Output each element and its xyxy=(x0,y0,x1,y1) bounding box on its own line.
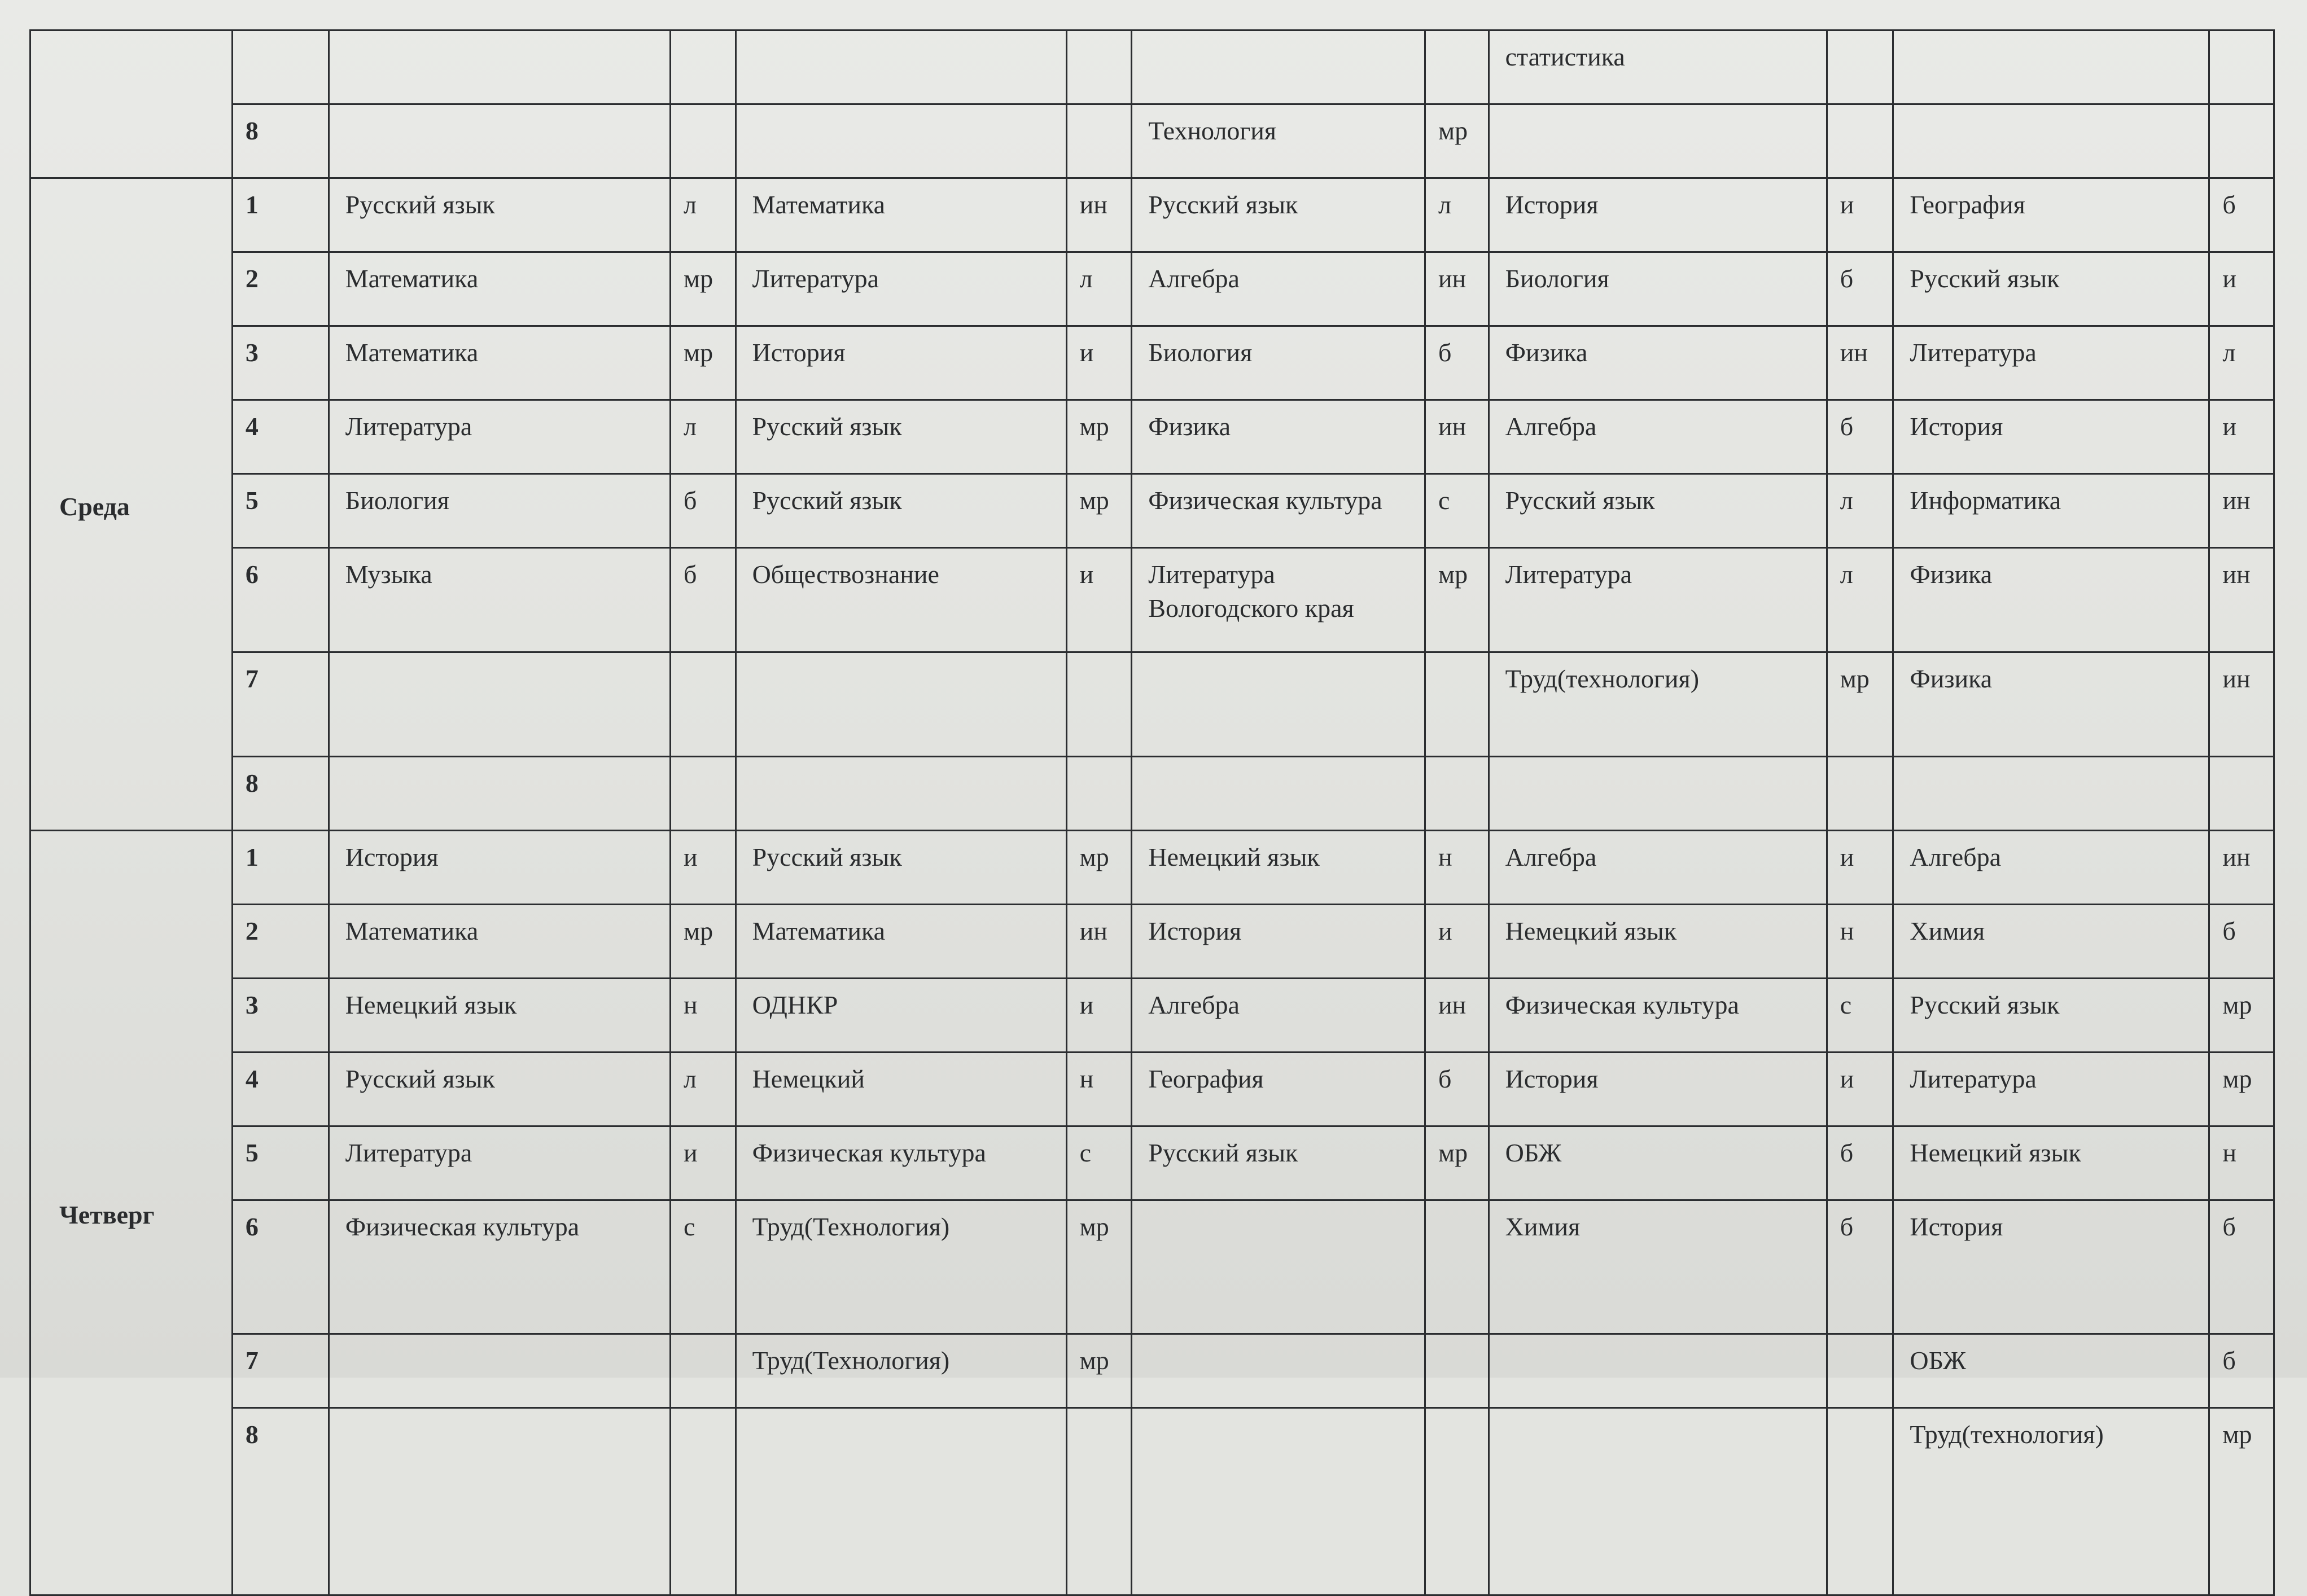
subject-cell xyxy=(1893,757,2209,831)
room-cell xyxy=(1425,30,1489,104)
table-row xyxy=(30,178,2274,252)
table-row xyxy=(30,252,2274,326)
table-row xyxy=(30,326,2274,400)
subject-cell: ОБЖ xyxy=(1489,1126,1827,1200)
room-cell: мр xyxy=(670,252,736,326)
subject-cell: Информатика xyxy=(1893,474,2209,548)
subject-cell xyxy=(1132,757,1425,831)
room-cell xyxy=(1066,104,1132,178)
subject-cell xyxy=(1893,30,2209,104)
table-row xyxy=(30,652,2274,757)
room-cell xyxy=(1066,652,1132,757)
subject-cell: Русский язык xyxy=(736,831,1066,905)
room-cell: ин xyxy=(2209,548,2274,652)
subject-cell xyxy=(736,30,1066,104)
schedule-table xyxy=(29,29,2275,1596)
room-cell xyxy=(1425,757,1489,831)
subject-cell xyxy=(1489,1408,1827,1595)
room-cell: и xyxy=(1425,905,1489,979)
room-cell: ин xyxy=(2209,831,2274,905)
lesson-number: 5 xyxy=(232,1126,329,1200)
room-cell: с xyxy=(1066,1126,1132,1200)
room-cell: мр xyxy=(1066,831,1132,905)
subject-cell: История xyxy=(1893,1200,2209,1334)
lesson-number: 3 xyxy=(232,979,329,1053)
room-cell: б xyxy=(2209,1334,2274,1408)
day-name: Среда xyxy=(30,178,233,831)
room-cell: б xyxy=(1827,1200,1893,1334)
room-cell: и xyxy=(2209,252,2274,326)
subject-cell xyxy=(1489,104,1827,178)
room-cell xyxy=(670,652,736,757)
subject-cell: Немецкий язык xyxy=(1893,1126,2209,1200)
subject-cell: Литература xyxy=(1489,548,1827,652)
subject-cell xyxy=(329,1408,670,1595)
subject-cell xyxy=(329,757,670,831)
subject-cell: Физическая культура xyxy=(736,1126,1066,1200)
room-cell: ин xyxy=(1425,252,1489,326)
subject-cell: История xyxy=(1893,400,2209,474)
subject-cell: Физика xyxy=(1893,652,2209,757)
table-row xyxy=(30,905,2274,979)
table-row xyxy=(30,979,2274,1053)
subject-cell: География xyxy=(1893,178,2209,252)
subject-cell: Физическая культура xyxy=(1489,979,1827,1053)
room-cell: л xyxy=(670,400,736,474)
lesson-number: 8 xyxy=(232,104,329,178)
subject-cell: Литература xyxy=(329,1126,670,1200)
subject-cell: Математика xyxy=(329,905,670,979)
subject-cell: Литература Вологодского края xyxy=(1132,548,1425,652)
room-cell: мр xyxy=(670,905,736,979)
room-cell: л xyxy=(1827,474,1893,548)
subject-cell: История xyxy=(1132,905,1425,979)
subject-cell: Технология xyxy=(1132,104,1425,178)
lesson-number: 8 xyxy=(232,1408,329,1595)
room-cell: и xyxy=(1066,979,1132,1053)
room-cell: л xyxy=(2209,326,2274,400)
lesson-number: 1 xyxy=(232,831,329,905)
room-cell: л xyxy=(670,1053,736,1126)
subject-cell: Русский язык xyxy=(1132,1126,1425,1200)
lesson-number: 4 xyxy=(232,1053,329,1126)
subject-cell xyxy=(329,30,670,104)
subject-cell: Русский язык xyxy=(1893,252,2209,326)
subject-cell: Немецкий язык xyxy=(329,979,670,1053)
room-cell: мр xyxy=(1066,474,1132,548)
table-row xyxy=(30,831,2274,905)
subject-cell: Биология xyxy=(1489,252,1827,326)
room-cell xyxy=(1827,757,1893,831)
room-cell xyxy=(1066,30,1132,104)
subject-cell: История xyxy=(1489,1053,1827,1126)
subject-cell xyxy=(329,652,670,757)
room-cell: б xyxy=(670,548,736,652)
table-row xyxy=(30,474,2274,548)
subject-cell: Физическая культура xyxy=(1132,474,1425,548)
subject-cell: Математика xyxy=(329,326,670,400)
subject-cell: Труд(технология) xyxy=(1893,1408,2209,1595)
subject-cell: Литература xyxy=(329,400,670,474)
room-cell: и xyxy=(1827,1053,1893,1126)
subject-cell xyxy=(329,1334,670,1408)
subject-cell: Русский язык xyxy=(329,178,670,252)
table-row xyxy=(30,1408,2274,1595)
table-row xyxy=(30,1053,2274,1126)
lesson-number: 5 xyxy=(232,474,329,548)
subject-cell: Русский язык xyxy=(736,474,1066,548)
room-cell xyxy=(670,1408,736,1595)
subject-cell xyxy=(1132,1200,1425,1334)
lesson-number: 7 xyxy=(232,652,329,757)
subject-cell: Русский язык xyxy=(1893,979,2209,1053)
subject-cell: ОДНКР xyxy=(736,979,1066,1053)
subject-cell: Алгебра xyxy=(1489,400,1827,474)
subject-cell: География xyxy=(1132,1053,1425,1126)
room-cell: мр xyxy=(1425,1126,1489,1200)
lesson-number: 4 xyxy=(232,400,329,474)
room-cell: и xyxy=(1066,548,1132,652)
subject-cell xyxy=(736,757,1066,831)
room-cell xyxy=(670,30,736,104)
room-cell: б xyxy=(1425,1053,1489,1126)
room-cell: и xyxy=(670,1126,736,1200)
table-row xyxy=(30,1200,2274,1334)
subject-cell: Труд(технология) xyxy=(1489,652,1827,757)
subject-cell xyxy=(736,1408,1066,1595)
subject-cell: История xyxy=(736,326,1066,400)
table-row xyxy=(30,1334,2274,1408)
room-cell: н xyxy=(1827,905,1893,979)
schedule-body xyxy=(30,30,2274,1595)
subject-cell xyxy=(329,104,670,178)
subject-cell: Литература xyxy=(1893,326,2209,400)
subject-cell: Физическая культура xyxy=(329,1200,670,1334)
room-cell: с xyxy=(1425,474,1489,548)
subject-cell: История xyxy=(329,831,670,905)
room-cell: б xyxy=(2209,178,2274,252)
room-cell: мр xyxy=(1827,652,1893,757)
room-cell: б xyxy=(2209,1200,2274,1334)
room-cell xyxy=(670,1334,736,1408)
room-cell: мр xyxy=(1066,1334,1132,1408)
room-cell xyxy=(1066,1408,1132,1595)
room-cell: ин xyxy=(1425,979,1489,1053)
subject-cell: Химия xyxy=(1489,1200,1827,1334)
room-cell: и xyxy=(1827,178,1893,252)
subject-cell xyxy=(736,104,1066,178)
room-cell: с xyxy=(670,1200,736,1334)
room-cell: н xyxy=(670,979,736,1053)
room-cell: мр xyxy=(1066,1200,1132,1334)
subject-cell: Обществознание xyxy=(736,548,1066,652)
room-cell: и xyxy=(1827,831,1893,905)
subject-cell: Химия xyxy=(1893,905,2209,979)
room-cell: л xyxy=(1425,178,1489,252)
room-cell: б xyxy=(670,474,736,548)
subject-cell: Физика xyxy=(1132,400,1425,474)
subject-cell xyxy=(1489,1334,1827,1408)
room-cell: ин xyxy=(1425,400,1489,474)
subject-cell xyxy=(1132,30,1425,104)
room-cell: н xyxy=(2209,1126,2274,1200)
room-cell xyxy=(1066,757,1132,831)
subject-cell: Физика xyxy=(1893,548,2209,652)
room-cell xyxy=(2209,757,2274,831)
subject-cell: Алгебра xyxy=(1132,979,1425,1053)
subject-cell: Математика xyxy=(736,178,1066,252)
room-cell: и xyxy=(670,831,736,905)
subject-cell: Физика xyxy=(1489,326,1827,400)
room-cell: б xyxy=(2209,905,2274,979)
lesson-number: 6 xyxy=(232,1200,329,1334)
room-cell: мр xyxy=(670,326,736,400)
room-cell: н xyxy=(1425,831,1489,905)
subject-cell xyxy=(1489,757,1827,831)
lesson-number: 2 xyxy=(232,252,329,326)
room-cell: ин xyxy=(2209,474,2274,548)
subject-cell: Русский язык xyxy=(329,1053,670,1126)
room-cell xyxy=(670,757,736,831)
subject-cell: Математика xyxy=(736,905,1066,979)
room-cell: и xyxy=(1066,326,1132,400)
room-cell xyxy=(1827,1408,1893,1595)
subject-cell: статистика xyxy=(1489,30,1827,104)
table-row xyxy=(30,548,2274,652)
subject-cell: Литература xyxy=(1893,1053,2209,1126)
room-cell: мр xyxy=(2209,1408,2274,1595)
room-cell: ин xyxy=(1066,905,1132,979)
room-cell: б xyxy=(1425,326,1489,400)
room-cell: ин xyxy=(2209,652,2274,757)
room-cell xyxy=(1827,30,1893,104)
lesson-number: 3 xyxy=(232,326,329,400)
room-cell xyxy=(1425,1408,1489,1595)
room-cell: и xyxy=(2209,400,2274,474)
subject-cell xyxy=(736,652,1066,757)
lesson-number: 7 xyxy=(232,1334,329,1408)
subject-cell xyxy=(1132,1408,1425,1595)
subject-cell: ОБЖ xyxy=(1893,1334,2209,1408)
table-row xyxy=(30,30,2274,104)
room-cell: ин xyxy=(1827,326,1893,400)
room-cell: мр xyxy=(2209,979,2274,1053)
day-name: Четверг xyxy=(30,831,233,1595)
subject-cell: Русский язык xyxy=(736,400,1066,474)
room-cell xyxy=(670,104,736,178)
room-cell: л xyxy=(1827,548,1893,652)
room-cell: л xyxy=(670,178,736,252)
subject-cell: Алгебра xyxy=(1132,252,1425,326)
subject-cell: Русский язык xyxy=(1489,474,1827,548)
day-cell xyxy=(30,30,233,178)
subject-cell: Алгебра xyxy=(1489,831,1827,905)
room-cell xyxy=(1425,652,1489,757)
room-cell: н xyxy=(1066,1053,1132,1126)
room-cell: мр xyxy=(1425,548,1489,652)
room-cell: мр xyxy=(1066,400,1132,474)
lesson-number: 1 xyxy=(232,178,329,252)
subject-cell: Биология xyxy=(329,474,670,548)
subject-cell xyxy=(1893,104,2209,178)
table-row xyxy=(30,1126,2274,1200)
table-row xyxy=(30,757,2274,831)
subject-cell xyxy=(1132,652,1425,757)
room-cell: мр xyxy=(2209,1053,2274,1126)
room-cell: мр xyxy=(1425,104,1489,178)
room-cell: л xyxy=(1066,252,1132,326)
subject-cell: Литература xyxy=(736,252,1066,326)
room-cell xyxy=(2209,30,2274,104)
room-cell xyxy=(1425,1334,1489,1408)
table-row xyxy=(30,104,2274,178)
room-cell xyxy=(1827,104,1893,178)
subject-cell: Немецкий язык xyxy=(1132,831,1425,905)
room-cell xyxy=(1827,1334,1893,1408)
room-cell: с xyxy=(1827,979,1893,1053)
subject-cell: История xyxy=(1489,178,1827,252)
lesson-number: 6 xyxy=(232,548,329,652)
room-cell xyxy=(1425,1200,1489,1334)
subject-cell: Немецкий xyxy=(736,1053,1066,1126)
subject-cell: Математика xyxy=(329,252,670,326)
room-cell: б xyxy=(1827,1126,1893,1200)
room-cell: б xyxy=(1827,400,1893,474)
room-cell: ин xyxy=(1066,178,1132,252)
lesson-number: 2 xyxy=(232,905,329,979)
subject-cell: Алгебра xyxy=(1893,831,2209,905)
subject-cell: Немецкий язык xyxy=(1489,905,1827,979)
room-cell: б xyxy=(1827,252,1893,326)
lesson-number xyxy=(232,30,329,104)
table-row xyxy=(30,400,2274,474)
subject-cell xyxy=(1132,1334,1425,1408)
subject-cell: Труд(Технология) xyxy=(736,1334,1066,1408)
subject-cell: Русский язык xyxy=(1132,178,1425,252)
subject-cell: Труд(Технология) xyxy=(736,1200,1066,1334)
subject-cell: Биология xyxy=(1132,326,1425,400)
room-cell xyxy=(2209,104,2274,178)
subject-cell: Музыка xyxy=(329,548,670,652)
lesson-number: 8 xyxy=(232,757,329,831)
